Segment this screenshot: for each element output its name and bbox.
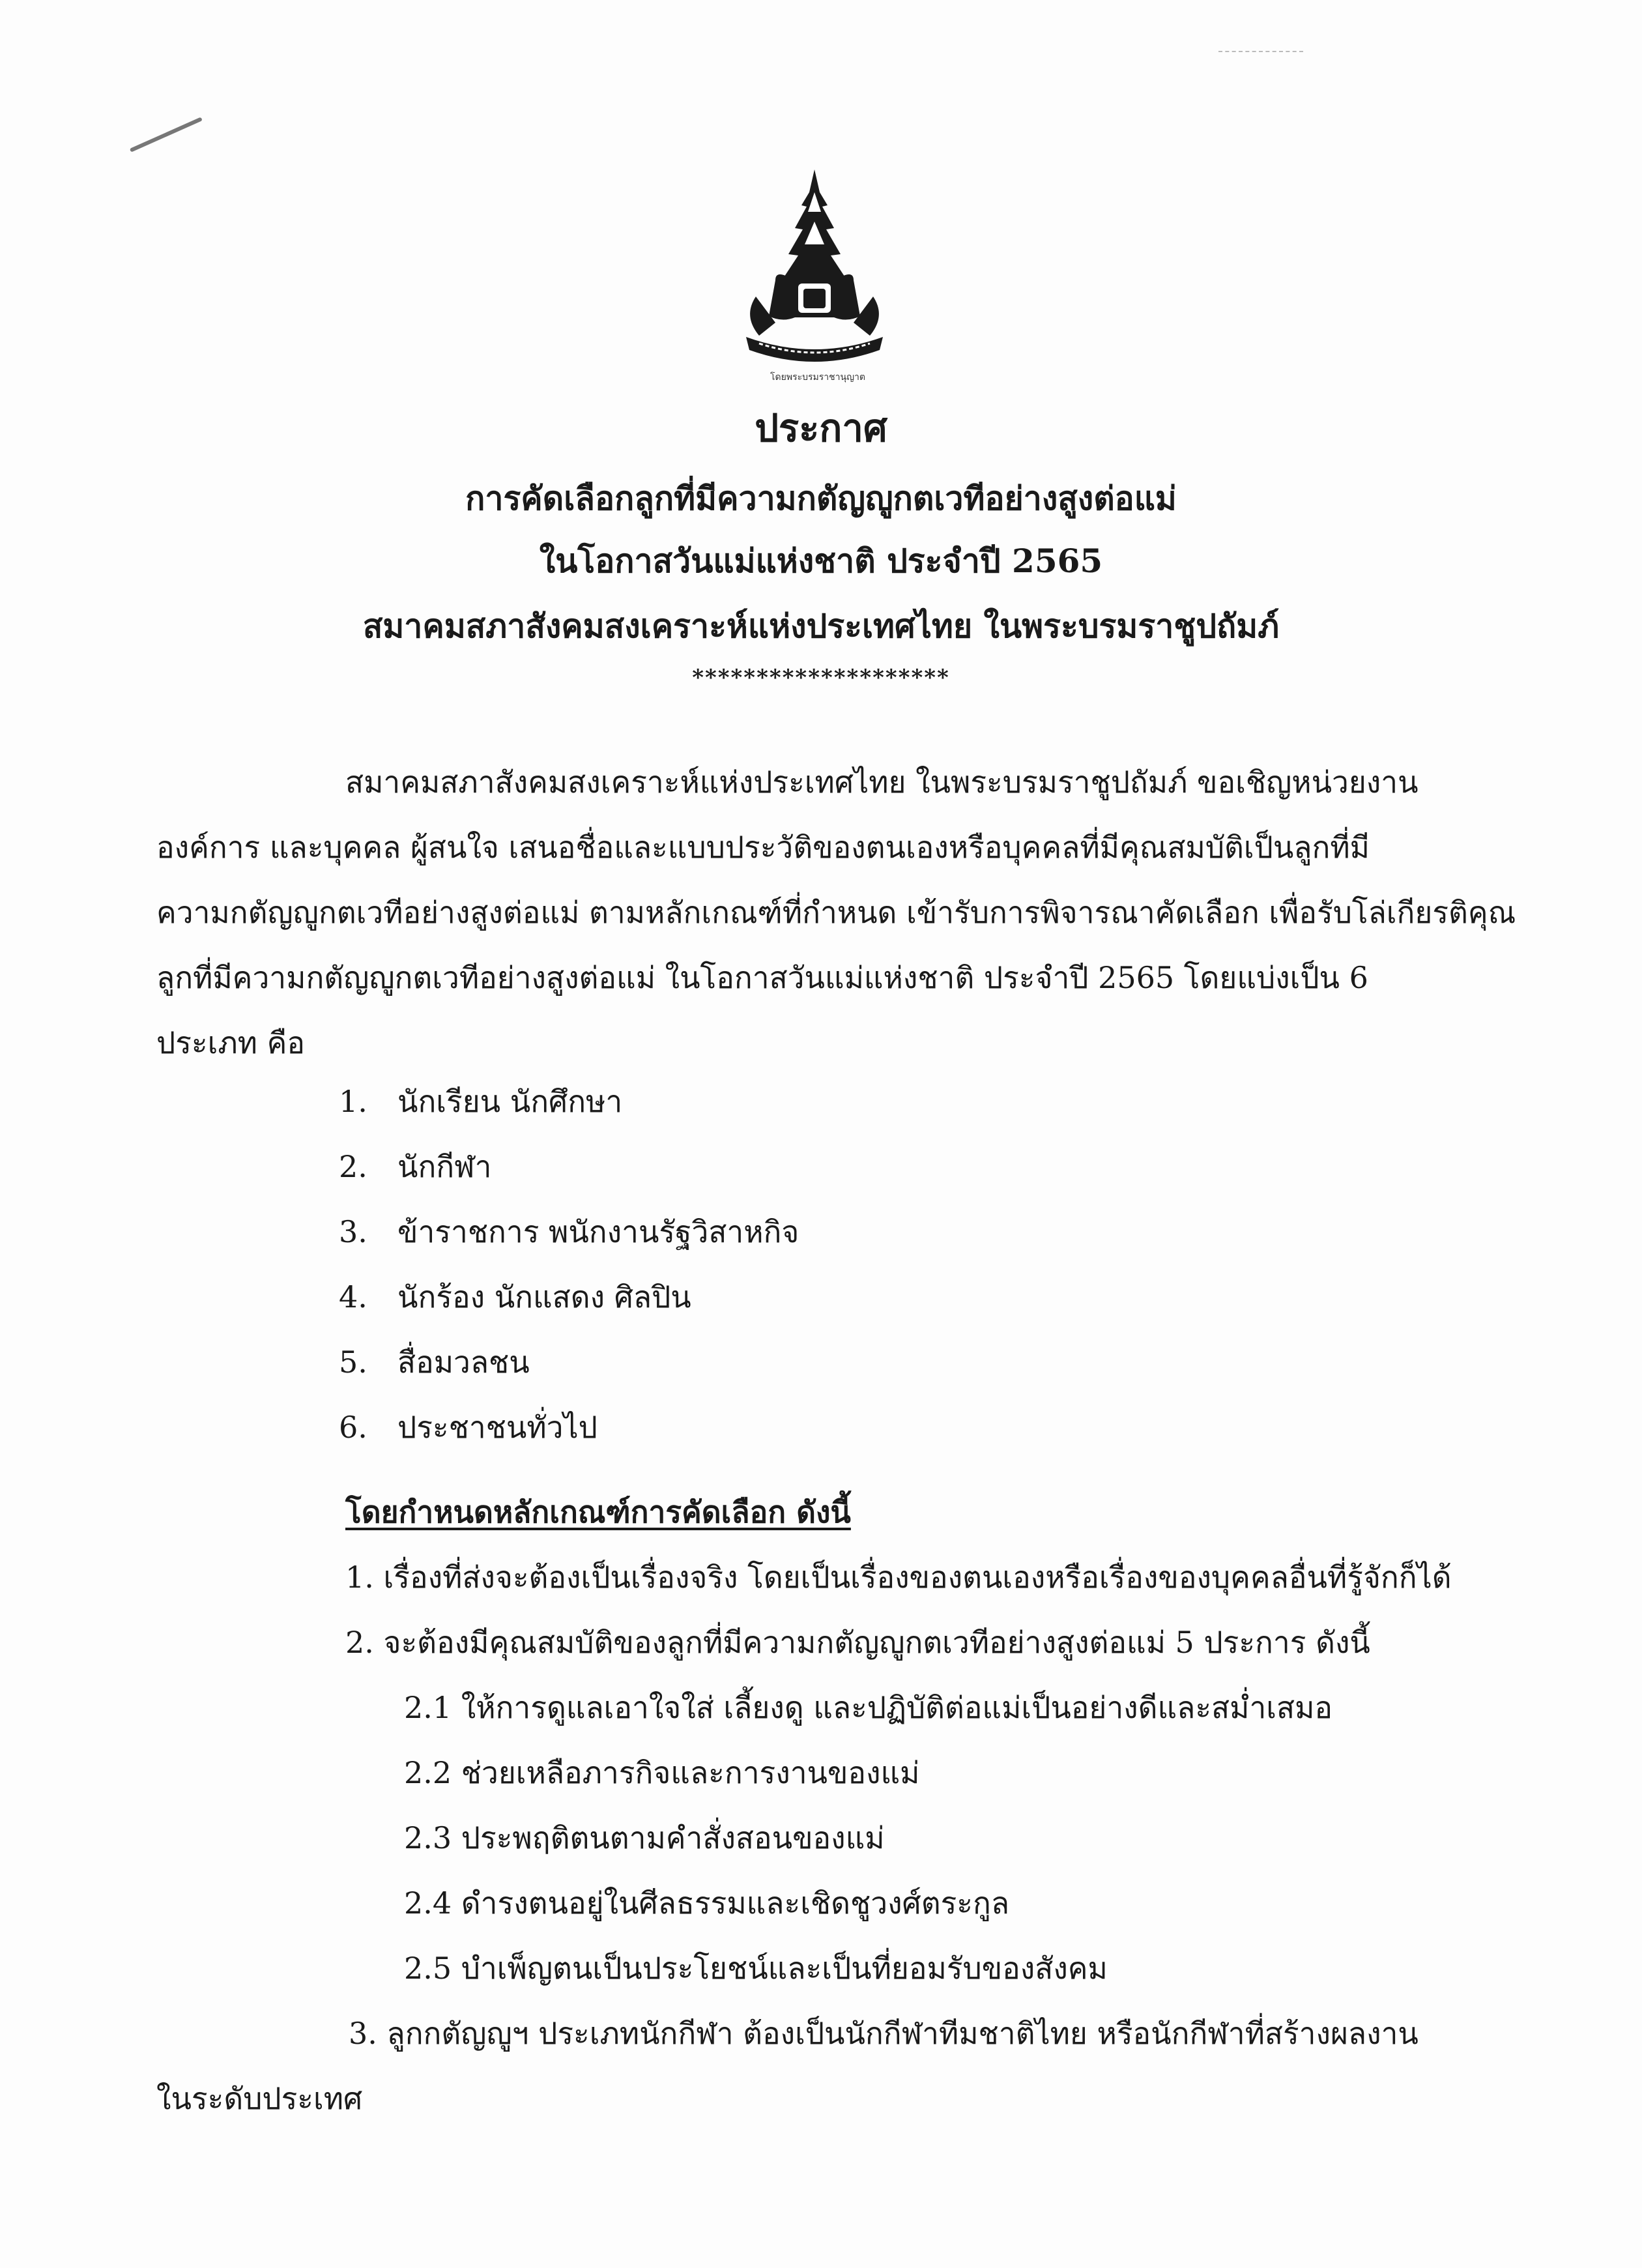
criteria-item-2: 2. จะต้องมีคุณสมบัติของลูกที่มีความกตัญญูกตเวทีอย่างสูงต่อแม่ 5 ประการ ดังนี้ [345,1625,1370,1660]
announcement-title: ประกาศ [755,406,887,450]
criteria-item-3-continued: ในระดับประเทศ [156,2081,363,2116]
category-item [339,1069,799,1134]
category-number: 2. [339,1149,367,1184]
criteria-sub-item: 2.5 บำเพ็ญตนเป็นประโยชน์และเป็นที่ยอมรับของสังคม [404,1951,1108,1986]
category-label: นักร้อง นักแสดง ศิลปิน [397,1279,691,1315]
category-label: ข้าราชการ พนักงานรัฐวิสาหกิจ [397,1214,799,1249]
category-number: 6. [339,1410,367,1445]
announcement-subtitle-1: การคัดเลือกลูกที่มีความกตัญญูกตเวทีอย่างสูงต่อแม่ [465,479,1177,517]
criteria-sub-item: 2.1 ให้การดูแลเอาใจใส่ เลี้ยงดู และปฏิบัติต่อแม่เป็นอย่างดีและสม่ำเสมอ [404,1690,1333,1725]
category-item [339,1395,799,1460]
intro-line: ความกตัญญูกตเวทีอย่างสูงต่อแม่ ตามหลักเกณฑ์ที่กำหนด เข้ารับการพิจารณาคัดเลือก เพื่อรับโล่เกียรติคุณ [156,895,1516,930]
intro-paragraph [156,749,1516,1075]
category-list [339,1069,799,1460]
category-number: 4. [339,1279,367,1315]
title-separator: ******************** [692,665,950,691]
category-number: 3. [339,1214,367,1249]
category-label: นักกีฬา [397,1149,492,1184]
criteria-heading: โดยกำหนดหลักเกณฑ์การคัดเลือก ดังนี้ [345,1494,851,1530]
criteria-sub-item: 2.4 ดำรงตนอยู่ในศีลธรรมและเชิดชูวงศ์ตระกูล [404,1885,1010,1921]
intro-line: องค์การ และบุคคล ผู้สนใจ เสนอชื่อและแบบประวัติของตนเองหรือบุคคลที่มีคุณสมบัติเป็นลูกที่มี [156,830,1370,865]
royal-crest-icon [736,166,893,381]
category-number: 1. [339,1084,367,1119]
criteria-item-3: 3. ลูกกตัญญูฯ ประเภทนักกีฬา ต้องเป็นนักกีฬาทีมชาติไทย หรือนักกีฬาที่สร้างผลงาน [349,2016,1419,2051]
criteria-sub-item: 2.3 ประพฤติตนตามคำสั่งสอนของแม่ [404,1820,885,1855]
intro-line: ลูกที่มีความกตัญญูกตเวทีอย่างสูงต่อแม่ ในโอกาสวันแม่แห่งชาติ ประจำปี 2565 โดยแบ่งเป็น 6 [156,960,1368,995]
announcement-subtitle-2: ในโอกาสวันแม่แห่งชาติ ประจำปี 2565 [539,542,1103,580]
category-item [339,1199,799,1264]
criteria-item-1: 1. เรื่องที่ส่งจะต้องเป็นเรื่องจริง โดยเป็นเรื่องของตนเองหรือเรื่องของบุคคลอื่นที่รู้จักก็ได้ [345,1560,1452,1595]
category-label: นักเรียน นักศึกษา [397,1084,623,1119]
intro-line: ประเภท คือ [156,1025,306,1060]
category-item [339,1330,799,1395]
criteria-sub-item: 2.2 ช่วยเหลือภารกิจและการงานของแม่ [404,1755,920,1790]
category-item [339,1264,799,1330]
category-item [339,1134,799,1199]
corner-scan-mark [1218,51,1303,54]
category-label: ประชาชนทั่วไป [397,1410,598,1445]
pen-stroke-mark [130,117,203,152]
intro-line: สมาคมสภาสังคมสงเคราะห์แห่งประเทศไทย ในพระบรมราชูปถัมภ์ ขอเชิญหน่วยงาน [345,764,1419,800]
category-number: 5. [339,1345,367,1380]
category-label: สื่อมวลชน [397,1345,530,1380]
announcement-subtitle-3: สมาคมสภาสังคมสงเคราะห์แห่งประเทศไทย ในพระบรมราชูปถัมภ์ [362,607,1280,645]
emblem-caption: โดยพระบรมราชานุญาต [770,372,865,383]
